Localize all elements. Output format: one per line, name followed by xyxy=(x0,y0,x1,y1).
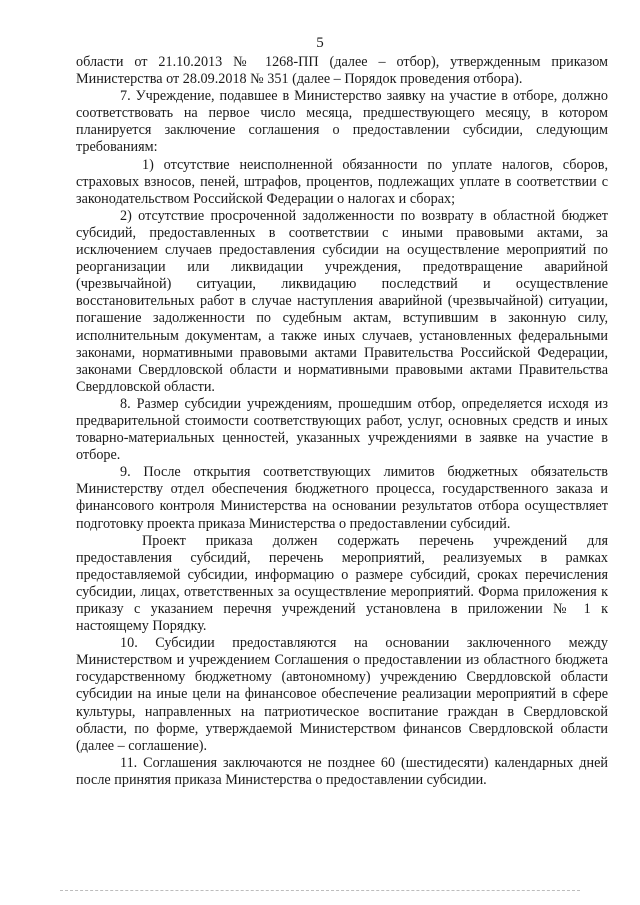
document-body xyxy=(76,54,608,789)
page-bottom-edge xyxy=(60,890,580,891)
paragraph-item-8: 8. Размер субсидии учреждениям, прошедшим отбор, определяется исходя из предварительной стоимости соответствующих работ, услуг, основных средств и иных товарно-материальных ценностей, указанных учреждениями в заявке на участие в отборе. xyxy=(76,395,608,464)
page-number: 5 xyxy=(316,35,324,51)
paragraph-item-9: 9. После открытия соответствующих лимитов бюджетных обязательств Министерству отдел обеспечения бюджетного процесса, государственного заказа и финансового контроля Министерства на основании результатов отбора осуществляет подготовку проекта приказа Министерства о предоставлении субсидий. xyxy=(76,464,608,532)
paragraph-item-9-draft: Проект приказа должен содержать перечень учреждений для предоставления субсидий, перечень мероприятий, реализуемых в рамках предоставляемой субсидии, информацию о размере субсидий, сроках перечисления субсидии, лицах, ответственных за осуществление мероприятий. Форма приложения к приказу с указанием перечня учреждений установлена в приложении № 1 к настоящему Порядку. xyxy=(76,532,608,635)
paragraph-item-7: 7. Учреждение, подавшее в Министерство заявку на участие в отборе, должно соответствовать на первое число месяца, предшествующего месяцу, в котором планируется заключение соглашения о предоставлении субсидии, следующим требованиям: xyxy=(76,88,608,156)
paragraph-item-11: 11. Соглашения заключаются не позднее 60 (шестидесяти) календарных дней после принятия приказа Министерства о предоставлении субсидии. xyxy=(76,754,608,788)
paragraph-continuation: области от 21.10.2013 № 1268-ПП (далее – отбор), утвержденным приказом Министерства от 28.09.2018 № 351 (далее – Порядок проведения отбора). xyxy=(76,54,608,88)
paragraph-item-7-1: 1) отсутствие неисполненной обязанности по уплате налогов, сборов, страховых взносов, пеней, штрафов, процентов, подлежащих уплате в соответствии с законодательством Российской Федерации о налогах и сборах; xyxy=(76,156,608,207)
paragraph-item-10: 10. Субсидии предоставляются на основании заключенного между Министерством и учреждением Соглашения о предоставлении из областного бюджета государственному бюджетному (автономному) учреждению Свердловской области субсидии на иные цели на финансовое обеспечение реализации мероприятий в сфере культуры, направленных на патриотическое воспитание граждан в Свердловской области, по форме, утверждаемой Министерством финансов Свердловской области (далее – соглашение). xyxy=(76,635,608,754)
paragraph-item-7-2: 2) отсутствие просроченной задолженности по возврату в областной бюджет субсидий, предоставленных в соответствии с иными правовыми актами, за исключением случаев предоставления субсидии на осуществление мероприятий по реорганизации или ликвидации учреждения, предотвращение аварийной (чрезвычайной) ситуации, ликвидацию последствий и осуществление восстановительных работ в случае наступления аварийной (чрезвычайной) ситуации, погашение задолженности по судебным актам, вступившим в законную силу, исполнительным документам, а также иных случаев, установленных федеральными законами, нормативными правовыми актами Правительства Российской Федерации, законами Свердловской области и нормативными правовыми актами Правительства Свердловской области. xyxy=(76,207,608,395)
